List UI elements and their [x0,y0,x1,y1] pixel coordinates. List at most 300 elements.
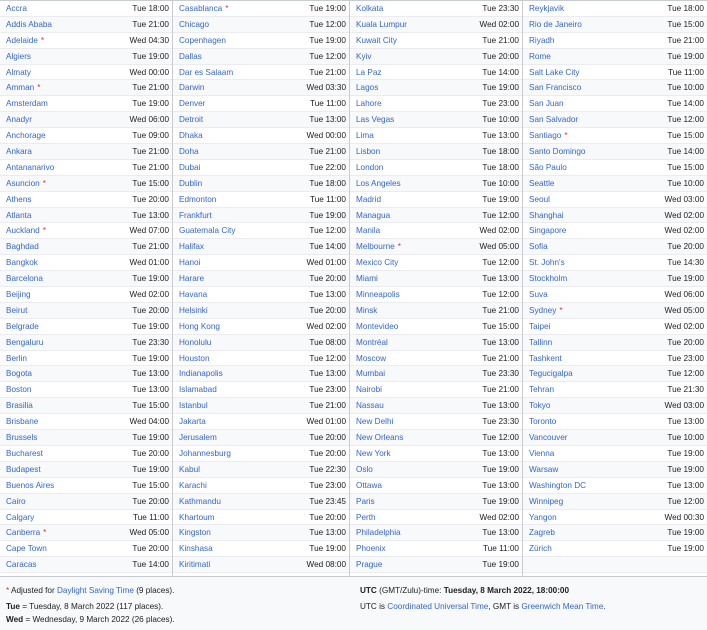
city-cell [6,160,54,175]
city-link[interactable]: Sofia [529,242,548,252]
city-cell [356,303,377,318]
time-cell: Wed 03:00 [664,401,704,411]
city-link[interactable]: Yangon [529,512,557,522]
time-cell: Tue 19:00 [309,4,346,13]
time-cell: Tue 23:30 [482,417,519,427]
city-link[interactable]: Boston [6,385,32,395]
time-cell: Tue 13:00 [667,417,704,427]
city-cell [529,303,563,318]
city-link[interactable]: London [356,162,384,172]
city-link[interactable]: Kabul [179,464,200,474]
city-link[interactable]: Kuwait City [356,35,397,45]
time-cell: Tue 12:00 [309,19,346,29]
city-link[interactable]: Amsterdam [6,99,48,109]
table-row [523,49,707,65]
city-link[interactable]: Seattle [529,178,555,188]
city-link[interactable]: Mexico City [356,258,399,268]
table-row [173,176,349,192]
city-cell [529,128,568,143]
city-cell [6,223,46,238]
time-cell: Tue 13:00 [482,401,519,411]
city-cell [529,17,582,32]
city-link[interactable]: Manila [356,226,381,236]
city-link[interactable]: Beirut [6,305,28,315]
city-link[interactable]: Anchorage [6,131,46,141]
city-link[interactable]: Baghdad [6,242,39,252]
time-cell: Wed 04:00 [129,417,169,427]
city-cell [179,144,199,159]
city-link[interactable]: Almaty [6,67,32,77]
time-cell: Tue 19:00 [132,321,169,331]
utc-note [360,602,606,611]
time-cell: Tue 12:00 [667,115,704,125]
city-link[interactable]: Miami [356,274,378,284]
table-row [350,255,522,271]
city-cell [529,49,551,64]
city-cell [356,1,383,16]
city-link[interactable]: San Francisco [529,83,582,93]
city-link[interactable]: Helsinki [179,305,208,315]
city-link[interactable]: Asuncion [6,178,40,188]
city-cell [529,382,554,397]
city-cell [179,160,200,175]
city-link[interactable]: Nairobi [356,385,382,395]
city-link[interactable]: Santo Domingo [529,147,586,157]
table-row [0,287,172,303]
time-cell: Tue 19:00 [132,274,169,284]
city-link[interactable]: Zagreb [529,528,555,538]
city-link[interactable]: Kathmandu [179,496,221,506]
city-cell [529,494,563,509]
city-link[interactable]: Addis Ababa [6,19,52,29]
city-link[interactable]: Chicago [179,19,210,29]
city-cell [6,557,37,572]
city-link[interactable]: Dar es Salaam [179,67,234,77]
city-link[interactable]: Managua [356,210,391,220]
city-link[interactable]: Hanoi [179,258,201,268]
city-link[interactable]: Tegucigalpa [529,369,573,379]
city-link[interactable]: Warsaw [529,464,559,474]
table-row [0,510,172,526]
city-link[interactable]: Bengaluru [6,337,44,347]
table-row [350,366,522,382]
time-cell: Tue 19:00 [667,448,704,458]
city-link[interactable]: Brasilia [6,401,33,411]
city-link[interactable]: Philadelphia [356,528,401,538]
table-row [523,446,707,462]
city-link[interactable]: Islamabad [179,385,217,395]
city-cell [179,557,210,572]
city-cell [179,462,200,477]
city-link[interactable]: Nassau [356,401,384,411]
time-cell: Tue 23:30 [482,369,519,379]
table-row [0,494,172,510]
city-link[interactable]: Calgary [6,512,35,522]
city-link[interactable]: Singapore [529,226,567,236]
city-cell [529,462,558,477]
city-link[interactable]: Shanghai [529,210,564,220]
city-cell [356,319,398,334]
table-row [173,319,349,335]
city-cell [356,335,388,350]
table-row [173,525,349,541]
city-link[interactable]: Minsk [356,305,378,315]
city-cell [529,430,568,445]
city-link[interactable]: New York [356,448,391,458]
time-cell: Tue 10:00 [667,433,704,443]
table-row [0,478,172,494]
city-link[interactable]: Honolulu [179,337,212,347]
city-link[interactable]: Kolkata [356,4,384,13]
city-link[interactable]: Doha [179,147,199,157]
time-cell: Tue 23:00 [482,99,519,109]
city-link[interactable]: Bogota [6,369,32,379]
city-link[interactable]: Lagos [356,83,379,93]
city-link[interactable]: Buenos Aires [6,480,55,490]
city-link[interactable]: Beijing [6,290,31,300]
city-link[interactable]: Adelaide [6,35,38,45]
city-cell [356,160,383,175]
city-cell [6,414,38,429]
table-row [350,446,522,462]
city-link[interactable]: Istanbul [179,401,208,411]
table-row [0,17,172,33]
table-row [523,430,707,446]
city-cell [529,144,585,159]
table-row [173,366,349,382]
city-link[interactable]: San Salvador [529,115,579,125]
time-cell: Tue 21:00 [132,83,169,93]
city-link[interactable]: Kuala Lumpur [356,19,407,29]
city-link[interactable]: Barcelona [6,274,43,284]
time-cell: Tue 21:00 [132,19,169,29]
city-link[interactable]: Guatemala City [179,226,236,236]
time-cell: Tue 21:00 [132,147,169,157]
city-link[interactable]: Tokyo [529,401,551,411]
city-cell [179,223,235,238]
table-row [173,112,349,128]
city-link[interactable]: Winnipeg [529,496,564,506]
city-link[interactable]: Houston [179,353,210,363]
time-cell: Tue 14:00 [309,242,346,252]
table-row [350,128,522,144]
dst-marker: * [40,35,45,45]
city-link[interactable]: Los Angeles [356,178,401,188]
city-cell [529,33,555,48]
city-link[interactable]: Berlin [6,353,27,363]
time-cell: Tue 21:00 [482,385,519,395]
time-cell: Wed 02:00 [479,512,519,522]
city-link[interactable]: Paris [356,496,375,506]
city-link[interactable]: Casablanca [179,4,223,13]
city-link[interactable]: São Paulo [529,162,567,172]
city-link[interactable]: Auckland [6,226,40,236]
city-link[interactable]: San Juan [529,99,564,109]
time-cell: Tue 20:00 [482,51,519,61]
city-link[interactable]: Canberra [6,528,41,538]
dst-marker: * [42,178,46,188]
city-link[interactable]: Salt Lake City [529,67,580,77]
city-link[interactable]: Santiago [529,131,562,141]
table-row [523,239,707,255]
table-row [523,271,707,287]
city-link[interactable]: Bucharest [6,448,43,458]
time-cell: Tue 11:00 [668,67,704,77]
dst-link[interactable]: Daylight Saving Time [57,586,134,595]
city-cell [6,144,32,159]
city-link[interactable]: Kinshasa [179,544,213,554]
table-row [0,144,172,160]
city-link[interactable]: Dallas [179,51,202,61]
city-cell [6,366,32,381]
city-cell [529,525,555,540]
time-cell: Tue 15:00 [667,131,704,141]
city-cell [529,478,586,493]
city-link[interactable]: Cairo [6,496,26,506]
city-link[interactable]: Bangkok [6,258,38,268]
city-link[interactable]: Indianapolis [179,369,223,379]
city-cell [6,525,46,540]
city-cell [356,33,397,48]
city-link[interactable]: Copenhagen [179,35,226,45]
city-link[interactable]: Jakarta [179,417,206,427]
city-link[interactable]: Tashkent [529,353,562,363]
table-row [523,303,707,319]
table-row [173,49,349,65]
city-link[interactable]: Dublin [179,178,203,188]
city-cell [529,223,566,238]
city-link[interactable]: Sydney [529,305,557,315]
table-row [523,335,707,351]
gmt-link[interactable]: Greenwich Mean Time [521,602,604,611]
table-row [0,366,172,382]
table-row [0,192,172,208]
city-link[interactable]: Melbourne [356,242,395,252]
city-link[interactable]: Rio de Janeiro [529,19,582,29]
city-link[interactable]: Budapest [6,464,41,474]
city-link[interactable]: Jerusalem [179,433,217,443]
city-link[interactable]: Havana [179,290,208,300]
city-link[interactable]: Phoenix [356,544,386,554]
city-link[interactable]: Harare [179,274,205,284]
city-cell [179,192,216,207]
utc-note-pre: UTC is [360,602,386,611]
time-cell: Tue 21:00 [132,242,169,252]
city-link[interactable]: Frankfurt [179,210,212,220]
city-link[interactable]: Dubai [179,162,201,172]
city-link[interactable]: Vancouver [529,433,568,443]
city-link[interactable]: Suva [529,290,548,300]
time-cell: Wed 02:00 [664,226,704,236]
city-link[interactable]: Minneapolis [356,290,400,300]
city-link[interactable]: Ottawa [356,480,382,490]
city-link[interactable]: Khartoum [179,512,215,522]
city-cell [529,271,567,286]
city-link[interactable]: Denver [179,99,206,109]
city-link[interactable]: Kingston [179,528,211,538]
city-link[interactable]: La Paz [356,67,382,77]
city-link[interactable]: Montevideo [356,321,399,331]
time-cell: Tue 20:00 [132,448,169,458]
city-cell [179,303,208,318]
city-link[interactable]: Cape Town [6,544,47,554]
table-row [0,557,172,573]
city-link[interactable]: Prague [356,560,383,570]
time-cell: Tue 21:00 [309,401,346,411]
city-link[interactable]: Las Vegas [356,115,395,125]
city-link[interactable]: Lima [356,131,374,141]
city-link[interactable]: Vienna [529,448,555,458]
time-cell: Tue 18:00 [482,147,519,157]
time-cell: Tue 12:00 [482,258,519,268]
city-cell [179,541,213,556]
city-link[interactable]: Athens [6,194,32,204]
city-cell [356,494,375,509]
table-row [350,510,522,526]
city-cell [179,255,200,270]
time-cell: Tue 19:00 [309,544,346,554]
time-cell: Tue 21:00 [482,35,519,45]
city-column [173,1,350,576]
city-link[interactable]: Washington DC [529,480,587,490]
city-cell [356,271,378,286]
city-link[interactable]: Seoul [529,194,550,204]
table-row [350,65,522,81]
city-link[interactable]: St. John's [529,258,565,268]
table-row [0,541,172,557]
city-link[interactable]: Edmonton [179,194,217,204]
city-link[interactable]: Tehran [529,385,555,395]
city-link[interactable]: Johannesburg [179,448,231,458]
city-link[interactable]: Karachi [179,480,207,490]
city-link[interactable]: Stockholm [529,274,568,284]
city-link[interactable]: Mumbai [356,369,386,379]
city-cell [179,382,217,397]
city-link[interactable]: Accra [6,4,27,13]
time-cell: Tue 19:00 [132,433,169,443]
city-link[interactable]: Caracas [6,560,37,570]
time-cell: Tue 23:30 [482,4,519,13]
city-cell [6,303,27,318]
table-row [523,160,707,176]
dst-marker: * [37,83,41,93]
time-cell: Tue 20:00 [309,305,346,315]
city-link[interactable]: Atlanta [6,210,32,220]
time-cell: Tue 21:00 [309,147,346,157]
city-link[interactable]: Brisbane [6,417,39,427]
dst-marker: * [559,305,563,315]
city-cell [356,462,373,477]
city-link[interactable]: Toronto [529,417,557,427]
tue-abbr: Tue [6,602,20,611]
city-link[interactable]: Montréal [356,337,388,347]
table-row [350,160,522,176]
time-cell: Wed 01:00 [306,417,346,427]
city-link[interactable]: Perth [356,512,376,522]
table-row [173,65,349,81]
time-cell: Tue 15:00 [667,19,704,29]
table-row [173,144,349,160]
time-cell: Tue 12:00 [482,433,519,443]
time-cell: Tue 11:00 [310,99,346,109]
city-cell [356,382,382,397]
city-link[interactable]: Lahore [356,99,382,109]
city-link[interactable]: Reykjavik [529,4,565,13]
city-link[interactable]: Moscow [356,353,387,363]
time-cell: Tue 13:00 [667,480,704,490]
city-cell [6,382,32,397]
city-link[interactable]: Halifax [179,242,205,252]
city-link[interactable]: New Orleans [356,433,404,443]
time-cell: Tue 21:00 [309,67,346,77]
table-row [350,271,522,287]
time-cell: Tue 13:00 [482,480,519,490]
time-cell: Tue 19:00 [482,83,519,93]
city-link[interactable]: Dhaka [179,131,203,141]
city-link[interactable]: Algiers [6,51,32,61]
city-link[interactable]: Ankara [6,147,32,157]
table-row [0,176,172,192]
time-cell: Tue 15:00 [132,401,169,411]
city-cell [179,446,231,461]
city-link[interactable]: Amman [6,83,35,93]
utc-link[interactable]: Coordinated Universal Time [387,602,489,611]
city-link[interactable]: Kyiv [356,51,372,61]
time-cell: Tue 09:00 [132,131,169,141]
time-cell: Tue 12:00 [309,226,346,236]
time-cell: Tue 14:00 [667,99,704,109]
city-cell [356,510,376,525]
city-link[interactable]: Brussels [6,433,38,443]
table-row [173,557,349,573]
city-cell [356,192,381,207]
city-link[interactable]: Riyadh [529,35,555,45]
time-cell: Tue 12:00 [482,290,519,300]
time-cell: Tue 21:00 [482,305,519,315]
table-row [350,1,522,17]
city-link[interactable]: New Delhi [356,417,394,427]
city-link[interactable]: Hong Kong [179,321,220,331]
time-cell: Tue 20:00 [309,274,346,284]
table-row [523,557,707,573]
city-link[interactable]: Lisbon [356,147,381,157]
city-link[interactable]: Detroit [179,115,204,125]
table-row [523,144,707,160]
city-link[interactable]: Madrid [356,194,382,204]
city-link[interactable]: Darwin [179,83,205,93]
time-cell: Tue 19:00 [132,464,169,474]
city-link[interactable]: Rome [529,51,551,61]
table-row [0,96,172,112]
table-row [350,303,522,319]
city-link[interactable]: Antananarivo [6,162,55,172]
time-cell: Tue 11:00 [483,544,519,554]
footer-notes [0,576,707,630]
city-cell [529,398,550,413]
city-cell [6,541,47,556]
city-link[interactable]: Zürich [529,544,552,554]
city-link[interactable]: Anadyr [6,115,32,125]
city-link[interactable]: Kiritimati [179,560,211,570]
city-link[interactable]: Taipei [529,321,551,331]
table-row [523,462,707,478]
city-link[interactable]: Tallinn [529,337,553,347]
utc-note-post: . [603,602,606,611]
city-link[interactable]: Oslo [356,464,373,474]
table-row [173,430,349,446]
city-link[interactable]: Belgrade [6,321,39,331]
city-cell [179,398,208,413]
